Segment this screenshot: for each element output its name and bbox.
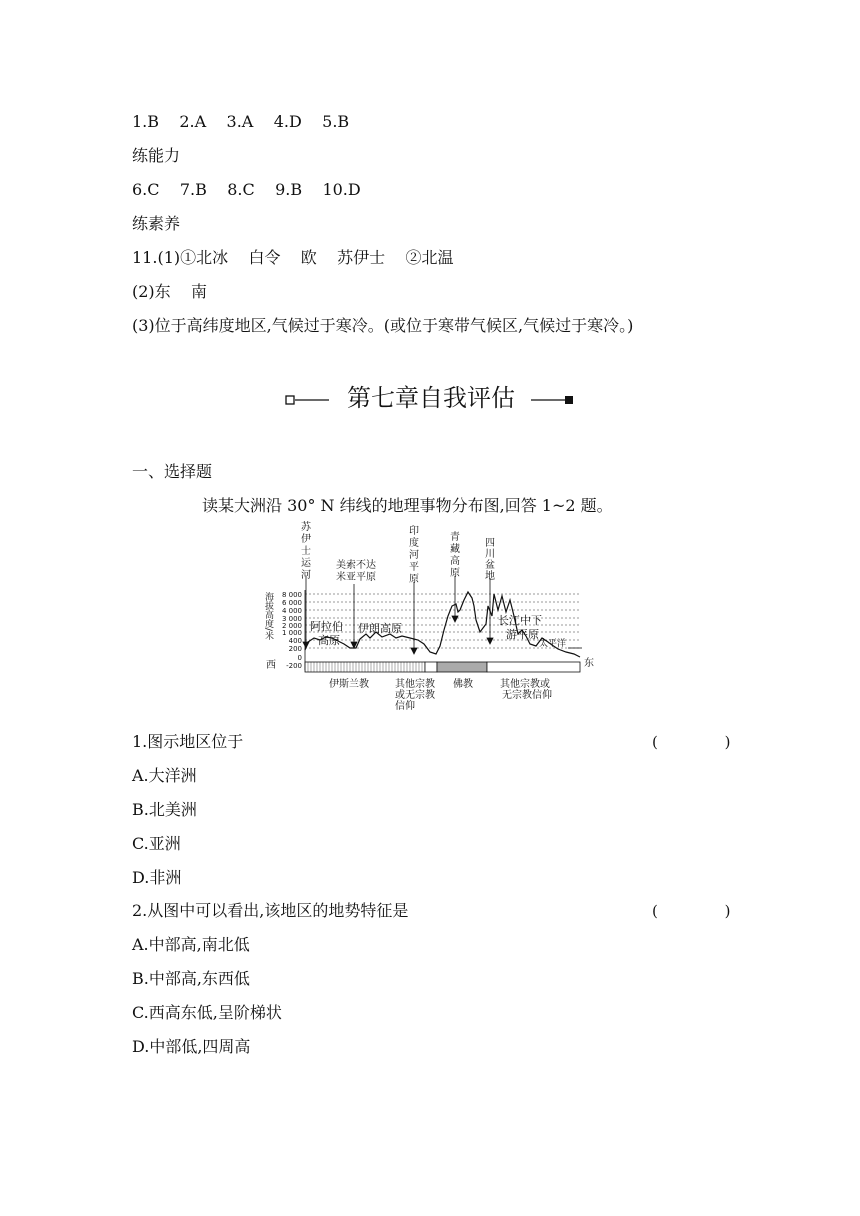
east-label: 东 bbox=[584, 658, 594, 669]
mesopotamia-plain-label: 美索不达 bbox=[336, 560, 376, 571]
indus-plain-label: 河 bbox=[409, 550, 419, 561]
indus-plain-label: 印 bbox=[409, 526, 419, 537]
suez-canal-label: 运 bbox=[301, 558, 311, 569]
yangtze-label-2: 游平原 bbox=[506, 628, 539, 641]
tibet-plateau-label: 高 bbox=[450, 556, 460, 567]
sichuan-basin-label: 地 bbox=[485, 571, 495, 582]
arabia-label-1: 阿拉伯 bbox=[310, 620, 343, 633]
sichuan-basin-label: 四 bbox=[485, 538, 495, 549]
question-1-answer-blank[interactable]: ( ) bbox=[652, 733, 731, 751]
question-2-stem: 2.从图中可以看出,该地区的地势特征是 bbox=[132, 901, 409, 920]
cross-section-figure bbox=[262, 520, 602, 710]
question-intro: 读某大洲沿 30° N 纬线的地理事物分布图,回答 1~2 题。 bbox=[202, 496, 613, 515]
indus-plain-label: 原 bbox=[409, 574, 419, 585]
heading-right-ornament bbox=[529, 393, 575, 407]
yangtze-label-1: 长江中下 bbox=[498, 614, 542, 627]
y-tick-label: 8 000 bbox=[281, 591, 302, 599]
question-2-answer-blank[interactable]: ( ) bbox=[652, 902, 731, 920]
other2-band bbox=[487, 662, 580, 672]
y-tick-label: 1 000 bbox=[281, 629, 302, 637]
mesopotamia-plain-label: 米亚平原 bbox=[336, 572, 376, 583]
suez-canal-label: 河 bbox=[301, 570, 311, 581]
sichuan-basin-label: 盆 bbox=[485, 560, 495, 571]
y-tick-label: 6 000 bbox=[281, 599, 302, 607]
question-2-option-d: D.中部低,四周高 bbox=[132, 1037, 251, 1056]
chapter-heading bbox=[0, 382, 860, 414]
y-tick-label: 0 bbox=[297, 654, 302, 662]
tibet-plateau-label: 原 bbox=[450, 568, 460, 579]
top-place-labels bbox=[301, 520, 495, 585]
islam-band bbox=[305, 662, 425, 672]
other1-label-2: 或无宗教 bbox=[395, 690, 435, 701]
other2-label-1: 其他宗教或 bbox=[500, 679, 550, 690]
y-tick-label: -200 bbox=[286, 662, 302, 670]
y-tick-label: 4 000 bbox=[281, 607, 302, 615]
question-1-option-a: A.大洋洲 bbox=[132, 766, 197, 785]
buddhism-label: 佛教 bbox=[453, 679, 473, 690]
heading-left-ornament bbox=[285, 393, 331, 407]
indus-plain-label: 平 bbox=[409, 562, 419, 573]
suez-canal-label: 伊 bbox=[301, 534, 311, 545]
answer-line-2: 6.C 7.B 8.C 9.B 10.D bbox=[132, 180, 361, 199]
arabia-label-2: 高原 bbox=[318, 634, 340, 647]
chapter-title: 第七章自我评估 bbox=[347, 384, 515, 412]
question-1-stem: 1.图示地区位于 bbox=[132, 732, 244, 751]
question-1-option-c: C.亚洲 bbox=[132, 834, 181, 853]
section-choice: 一、选择题 bbox=[132, 462, 213, 481]
section-practice: 练能力 bbox=[132, 146, 181, 165]
question-2-option-a: A.中部高,南北低 bbox=[132, 935, 250, 954]
west-label: 西 bbox=[266, 660, 276, 671]
sichuan-basin-label: 川 bbox=[485, 549, 495, 560]
question-1-option-b: B.北美洲 bbox=[132, 800, 197, 819]
indus-plain-label: 度 bbox=[409, 538, 419, 549]
section-literacy: 练素养 bbox=[132, 214, 181, 233]
y-tick-labels bbox=[282, 591, 302, 670]
terrain-labels bbox=[310, 613, 566, 649]
religion-labels bbox=[329, 677, 552, 710]
question-2-option-b: B.中部高,东西低 bbox=[132, 969, 250, 988]
y-tick-label: 2 000 bbox=[281, 622, 302, 630]
tibet-plateau-label: 藏 bbox=[450, 544, 460, 555]
answer-line-5: (3)位于高纬度地区,气候过于寒冷。(或位于寒带气候区,气候过于寒冷。) bbox=[132, 316, 634, 335]
y-axis-label-text: 海拔高度/米 bbox=[263, 592, 273, 641]
answer-line-3: 11.(1)①北冰 白令 欧 苏伊士 ②北温 bbox=[132, 248, 454, 267]
answer-line-1: 1.B 2.A 3.A 4.D 5.B bbox=[132, 112, 350, 131]
religion-band bbox=[305, 662, 580, 672]
islam-label: 伊斯兰教 bbox=[329, 679, 369, 690]
y-tick-label: 400 bbox=[288, 637, 302, 645]
pacific-label: 太平洋 bbox=[539, 639, 567, 649]
other1-label-3: 信仰 bbox=[395, 701, 415, 710]
buddhism-band bbox=[437, 662, 487, 672]
question-2-option-c: C.西高东低,呈阶梯状 bbox=[132, 1003, 282, 1022]
y-axis-label bbox=[263, 591, 274, 641]
iran-label: 伊朗高原 bbox=[358, 622, 402, 635]
other1-label-1: 其他宗教 bbox=[395, 679, 435, 690]
suez-canal-label: 苏 bbox=[301, 522, 311, 533]
y-tick-label: 3 000 bbox=[281, 615, 302, 623]
other2-label-2: 无宗教信仰 bbox=[502, 690, 552, 701]
suez-canal-label: 士 bbox=[301, 546, 311, 557]
answer-line-4: (2)东 南 bbox=[132, 282, 208, 301]
other1-band bbox=[425, 662, 437, 672]
question-1-option-d: D.非洲 bbox=[132, 868, 182, 887]
tibet-plateau-label: 青 bbox=[450, 532, 460, 543]
y-tick-label: 200 bbox=[288, 645, 302, 653]
